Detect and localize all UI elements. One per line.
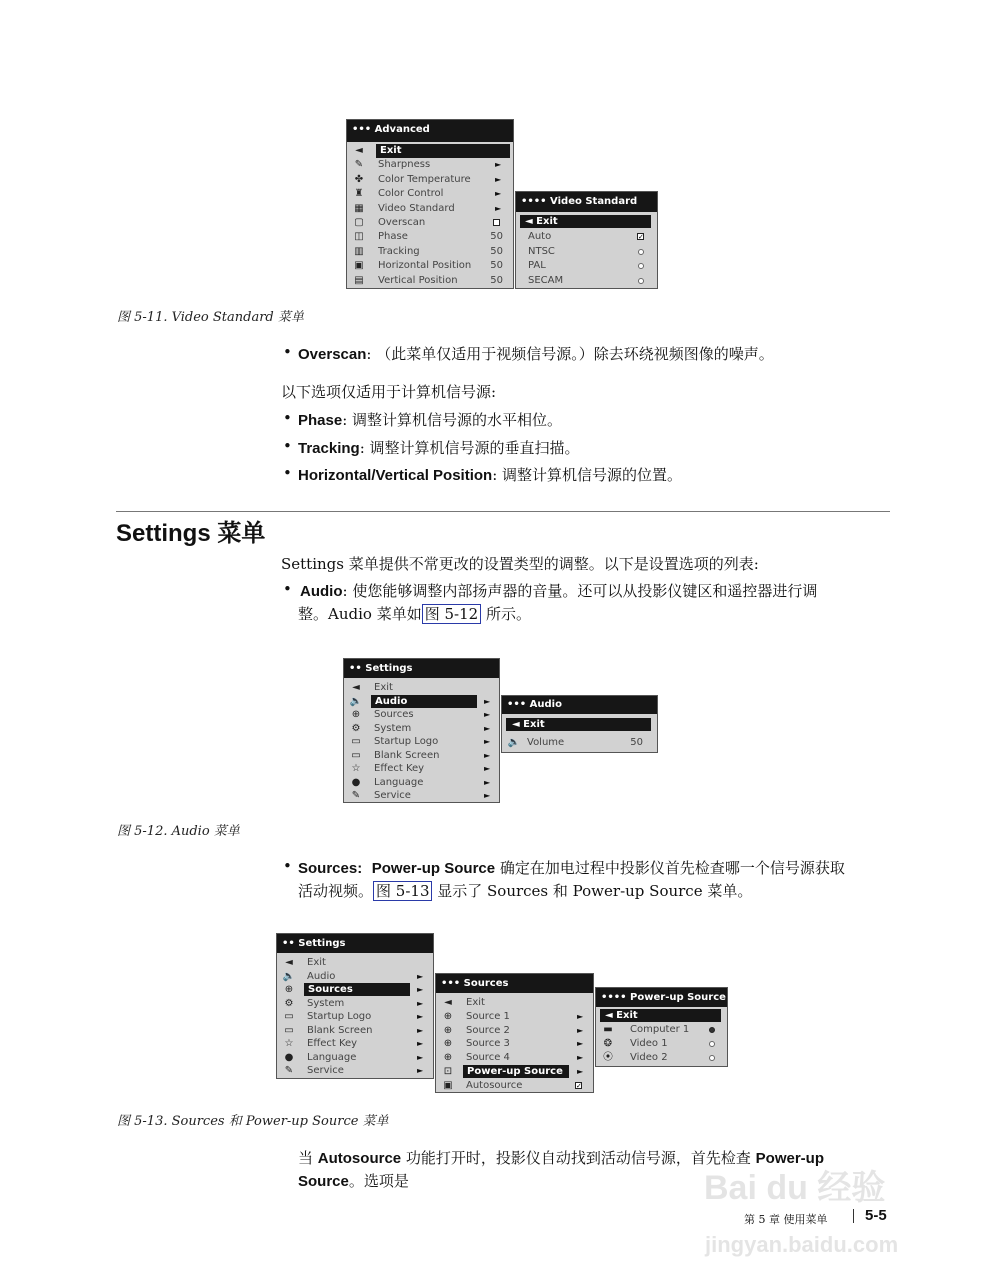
figure-caption-5-11: 图 5-11. Video Standard 菜单 bbox=[117, 310, 304, 325]
settings-item[interactable]: ◄ Exit bbox=[277, 956, 433, 969]
menu-item-icon: ◄ bbox=[285, 957, 293, 968]
submenu-arrow-icon: ► bbox=[484, 696, 491, 706]
bullet: • bbox=[283, 857, 292, 875]
page-number: 5-5 bbox=[865, 1207, 887, 1224]
figure-caption-5-12: 图 5-12. Audio 菜单 bbox=[117, 824, 240, 839]
radio-button[interactable] bbox=[638, 249, 644, 255]
submenu-arrow-icon: ► bbox=[577, 1011, 584, 1021]
menu-item-icon: ▭ bbox=[284, 1024, 294, 1036]
sources-item-line2: 活动视频。 图 5-13 显示了 Sources 和 Power-up Source 菜单。 bbox=[298, 882, 753, 900]
submenu-arrow-icon: ► bbox=[495, 160, 502, 170]
submenu-arrow-icon: ► bbox=[484, 737, 491, 746]
settings-intro: Settings 菜单提供不常更改的设置类型的调整。以下是设置选项的列表: bbox=[281, 555, 759, 573]
menu-item-icon: ▦ bbox=[354, 202, 364, 214]
powerup-option[interactable]: ❂ Video 1 bbox=[596, 1037, 727, 1050]
settings-item[interactable]: ● Language ► bbox=[277, 1051, 433, 1064]
menu-item-icon: ● bbox=[284, 1051, 294, 1063]
settings-item[interactable]: ✎ Service ► bbox=[277, 1064, 433, 1077]
submenu-arrow-icon: ► bbox=[417, 1039, 424, 1048]
source-type-icon: ❂ bbox=[603, 1037, 613, 1049]
computer-only-note: 以下选项仅适用于计算机信号源: bbox=[281, 383, 497, 401]
submenu-arrow-icon: ► bbox=[495, 189, 502, 199]
menu-item-icon: ⚙ bbox=[351, 722, 361, 734]
sources-item-line1: Sources: Power-up Source 确定在加电过程中投影仪首先检查哪一个信号源获取 bbox=[298, 859, 845, 877]
video-standard-menu-title: •••• Video Standard bbox=[516, 192, 657, 212]
advanced-item[interactable]: ▣ Horizontal Position 50 bbox=[347, 259, 513, 273]
footer-chapter: 第 5 章 使用菜单 bbox=[744, 1213, 828, 1226]
figure-link-5-12[interactable]: 图 5-12 bbox=[422, 604, 481, 624]
advanced-item[interactable]: ▢ Overscan bbox=[347, 216, 513, 230]
submenu-arrow-icon: ► bbox=[417, 971, 424, 981]
audio-menu bbox=[501, 695, 658, 753]
menu-item-icon: ⊕ bbox=[443, 1052, 453, 1064]
overscan-item: Overscan: （此菜单仅适用于视频信号源。）除去环绕视频图像的噪声。 bbox=[298, 345, 774, 363]
settings-item[interactable]: ⊕ Sources ► bbox=[277, 983, 433, 996]
position-item: Horizontal/Vertical Position: 调整计算机信号源的位置。 bbox=[298, 466, 683, 484]
autosource-checkbox[interactable]: ✓ bbox=[576, 1081, 582, 1090]
menu-item-icon: ▣ bbox=[354, 260, 364, 272]
settings-item[interactable]: ☆ Effect Key ► bbox=[344, 762, 499, 775]
menu-item-icon: ⊕ bbox=[443, 1024, 453, 1036]
submenu-arrow-icon: ► bbox=[484, 764, 491, 773]
settings-item[interactable]: ⊕ Sources ► bbox=[344, 708, 499, 721]
menu-item-icon: 🔈 bbox=[282, 970, 296, 982]
bullet: • bbox=[283, 580, 292, 598]
sources-menu bbox=[435, 973, 594, 1093]
advanced-item[interactable]: ◄ Exit bbox=[347, 144, 513, 158]
figure-link-5-13[interactable]: 图 5-13 bbox=[373, 881, 432, 901]
volume-row[interactable]: 🔈 Volume 50 bbox=[507, 737, 643, 748]
figure-caption-5-13: 图 5-13. Sources 和 Power-up Source 菜单 bbox=[117, 1114, 389, 1129]
menu-item-icon: ⊡ bbox=[443, 1066, 453, 1077]
advanced-item[interactable]: ◫ Phase 50 bbox=[347, 230, 513, 244]
radio-button[interactable] bbox=[638, 278, 644, 284]
menu-item-icon: ♜ bbox=[354, 188, 364, 200]
advanced-menu-title: ••• Advanced bbox=[347, 120, 513, 142]
menu-item-icon: ☆ bbox=[284, 1038, 294, 1049]
sources-menu-title: ••• Sources bbox=[436, 974, 593, 993]
video-standard-option[interactable]: PAL bbox=[516, 259, 657, 273]
overscan-checkbox[interactable] bbox=[493, 219, 500, 226]
submenu-arrow-icon: ► bbox=[577, 1067, 584, 1076]
advanced-item[interactable]: ▥ Tracking 50 bbox=[347, 245, 513, 259]
radio-button[interactable] bbox=[709, 1055, 715, 1061]
autosource-line2: Source。选项是 bbox=[298, 1172, 409, 1190]
audio-item-line1: Audio: 使您能够调整内部扬声器的音量。还可以从投影仪键区和遥控器进行调 bbox=[300, 582, 818, 600]
submenu-arrow-icon: ► bbox=[577, 1053, 584, 1063]
advanced-item[interactable]: ✎ Sharpness ► bbox=[347, 158, 513, 172]
menu-item-icon: ◫ bbox=[354, 231, 364, 243]
menu-item-icon: ▢ bbox=[354, 217, 364, 228]
sources-item[interactable]: ⊕ Source 1 ► bbox=[436, 1010, 593, 1023]
menu-item-icon: ▣ bbox=[443, 1079, 453, 1091]
speaker-icon: 🔈 bbox=[507, 737, 521, 748]
advanced-menu bbox=[346, 119, 514, 289]
settings-item[interactable]: ✎ Service ► bbox=[344, 789, 499, 802]
radio-button[interactable] bbox=[638, 263, 644, 269]
powerup-exit[interactable]: ◄ Exit bbox=[596, 1009, 727, 1022]
settings-item[interactable]: ▭ Startup Logo ► bbox=[344, 735, 499, 748]
submenu-arrow-icon: ► bbox=[417, 985, 424, 994]
sources-item[interactable]: ⊕ Source 2 ► bbox=[436, 1024, 593, 1037]
settings-item[interactable]: ▭ Startup Logo ► bbox=[277, 1010, 433, 1023]
sources-item[interactable]: ⊕ Source 4 ► bbox=[436, 1051, 593, 1064]
settings-menu-title: •• Settings bbox=[344, 659, 499, 678]
powerup-option[interactable]: ▬ Computer 1 bbox=[596, 1023, 727, 1036]
source-type-icon: ▬ bbox=[603, 1024, 613, 1035]
submenu-arrow-icon: ► bbox=[484, 710, 491, 719]
submenu-arrow-icon: ► bbox=[484, 723, 491, 733]
menu-item-icon: ◄ bbox=[444, 997, 452, 1008]
audio-menu-title: ••• Audio bbox=[502, 696, 657, 714]
video-standard-exit[interactable]: ◄ Exit bbox=[516, 215, 657, 228]
footer-separator bbox=[853, 1209, 854, 1223]
tracking-item: Tracking: 调整计算机信号源的垂直扫描。 bbox=[298, 439, 580, 457]
audio-item-line2: 整。Audio 菜单如 图 5-12 所示。 bbox=[298, 605, 531, 623]
sources-item[interactable]: ▣ Autosource ✓ bbox=[436, 1079, 593, 1092]
powerup-source-menu-title: •••• Power-up Source bbox=[596, 988, 727, 1007]
advanced-item[interactable]: ✤ Color Temperature ► bbox=[347, 173, 513, 187]
menu-item-icon: ⊕ bbox=[284, 984, 294, 995]
video-standard-option[interactable]: Auto ✓ bbox=[528, 231, 644, 242]
menu-item-icon: ✎ bbox=[351, 790, 361, 801]
bullet: • bbox=[283, 437, 292, 455]
source-type-icon: ⦿ bbox=[603, 1051, 613, 1063]
settings-item[interactable]: 🔈 Audio ► bbox=[349, 695, 491, 707]
settings-heading: Settings 菜单 bbox=[116, 520, 266, 547]
section-divider bbox=[116, 511, 890, 512]
advanced-item[interactable]: ▤ Vertical Position 50 bbox=[347, 274, 513, 288]
radio-button[interactable] bbox=[709, 1027, 715, 1033]
settings-item[interactable]: ⚙ System ► bbox=[344, 722, 499, 735]
settings-item[interactable]: ▭ Blank Screen ► bbox=[277, 1024, 433, 1037]
menu-item-icon: ✤ bbox=[354, 173, 364, 185]
video-standard-option[interactable]: NTSC bbox=[516, 245, 657, 259]
settings-item[interactable]: ▭ Blank Screen ► bbox=[344, 749, 499, 762]
submenu-arrow-icon: ► bbox=[417, 998, 424, 1008]
menu-item-icon: ⊕ bbox=[443, 1010, 453, 1022]
menu-item-icon: ▭ bbox=[284, 1011, 294, 1022]
watermark-url: jingyan.baidu.com bbox=[705, 1232, 899, 1257]
menu-item-icon: ⊕ bbox=[351, 709, 361, 720]
advanced-item[interactable]: ♜ Color Control ► bbox=[347, 187, 513, 201]
submenu-arrow-icon: ► bbox=[417, 1025, 424, 1035]
submenu-arrow-icon: ► bbox=[495, 203, 502, 213]
bullet: • bbox=[283, 409, 292, 427]
settings-menu-fig12 bbox=[343, 658, 500, 803]
bullet: • bbox=[283, 464, 292, 482]
auto-checkbox[interactable]: ✓ bbox=[638, 233, 644, 241]
phase-item: Phase: 调整计算机信号源的水平相位。 bbox=[298, 411, 563, 429]
audio-exit[interactable]: ◄ Exit bbox=[502, 718, 657, 731]
submenu-arrow-icon: ► bbox=[577, 1039, 584, 1049]
submenu-arrow-icon: ► bbox=[417, 1066, 424, 1075]
submenu-arrow-icon: ► bbox=[484, 791, 491, 800]
video-standard-menu bbox=[515, 191, 658, 289]
menu-item-icon: ☆ bbox=[351, 763, 361, 774]
sources-item[interactable]: ⊡ Power-up Source ► bbox=[436, 1065, 593, 1078]
menu-item-icon: ▭ bbox=[351, 736, 361, 747]
bullet: • bbox=[283, 343, 292, 361]
advanced-item[interactable]: ▦ Video Standard ► bbox=[347, 202, 513, 216]
settings-item[interactable]: ● Language ► bbox=[344, 776, 499, 789]
submenu-arrow-icon: ► bbox=[495, 174, 502, 184]
menu-item-icon: ▤ bbox=[354, 274, 364, 286]
menu-item-icon: ◄ bbox=[355, 145, 363, 156]
menu-item-icon: ▭ bbox=[351, 749, 361, 761]
submenu-arrow-icon: ► bbox=[484, 750, 491, 760]
submenu-arrow-icon: ► bbox=[484, 777, 491, 787]
menu-item-icon: ✎ bbox=[354, 159, 364, 171]
sources-item[interactable]: ⊕ Source 3 ► bbox=[436, 1037, 593, 1050]
submenu-arrow-icon: ► bbox=[417, 1052, 424, 1062]
settings-item[interactable]: ◄ Exit bbox=[344, 681, 499, 694]
submenu-arrow-icon: ► bbox=[417, 1012, 424, 1021]
menu-item-icon: ✎ bbox=[284, 1065, 294, 1076]
menu-item-icon: ● bbox=[351, 776, 361, 788]
menu-item-icon: ▥ bbox=[354, 245, 364, 257]
radio-button[interactable] bbox=[709, 1041, 715, 1047]
powerup-source-menu bbox=[595, 987, 728, 1067]
menu-item-icon: ⚙ bbox=[284, 997, 294, 1009]
settings-menu-title: •• Settings bbox=[277, 934, 433, 953]
settings-item[interactable]: ⚙ System ► bbox=[277, 997, 433, 1010]
powerup-option[interactable]: ⦿ Video 2 bbox=[596, 1051, 727, 1064]
sources-item[interactable]: ◄ Exit bbox=[436, 996, 593, 1009]
watermark-logo: Bai du 经验 bbox=[704, 1169, 886, 1207]
autosource-line1: 当 Autosource 功能打开时，投影仪自动找到活动信号源，首先检查 Power-up bbox=[298, 1149, 825, 1167]
submenu-arrow-icon: ► bbox=[577, 1025, 584, 1035]
video-standard-option[interactable]: SECAM bbox=[516, 274, 657, 288]
menu-item-icon: ⊕ bbox=[443, 1038, 453, 1050]
settings-menu-fig13 bbox=[276, 933, 434, 1079]
menu-item-icon: ◄ bbox=[352, 682, 360, 693]
settings-item[interactable]: 🔈 Audio ► bbox=[282, 970, 424, 982]
settings-item[interactable]: ☆ Effect Key ► bbox=[277, 1037, 433, 1050]
menu-item-icon: 🔈 bbox=[349, 695, 363, 707]
